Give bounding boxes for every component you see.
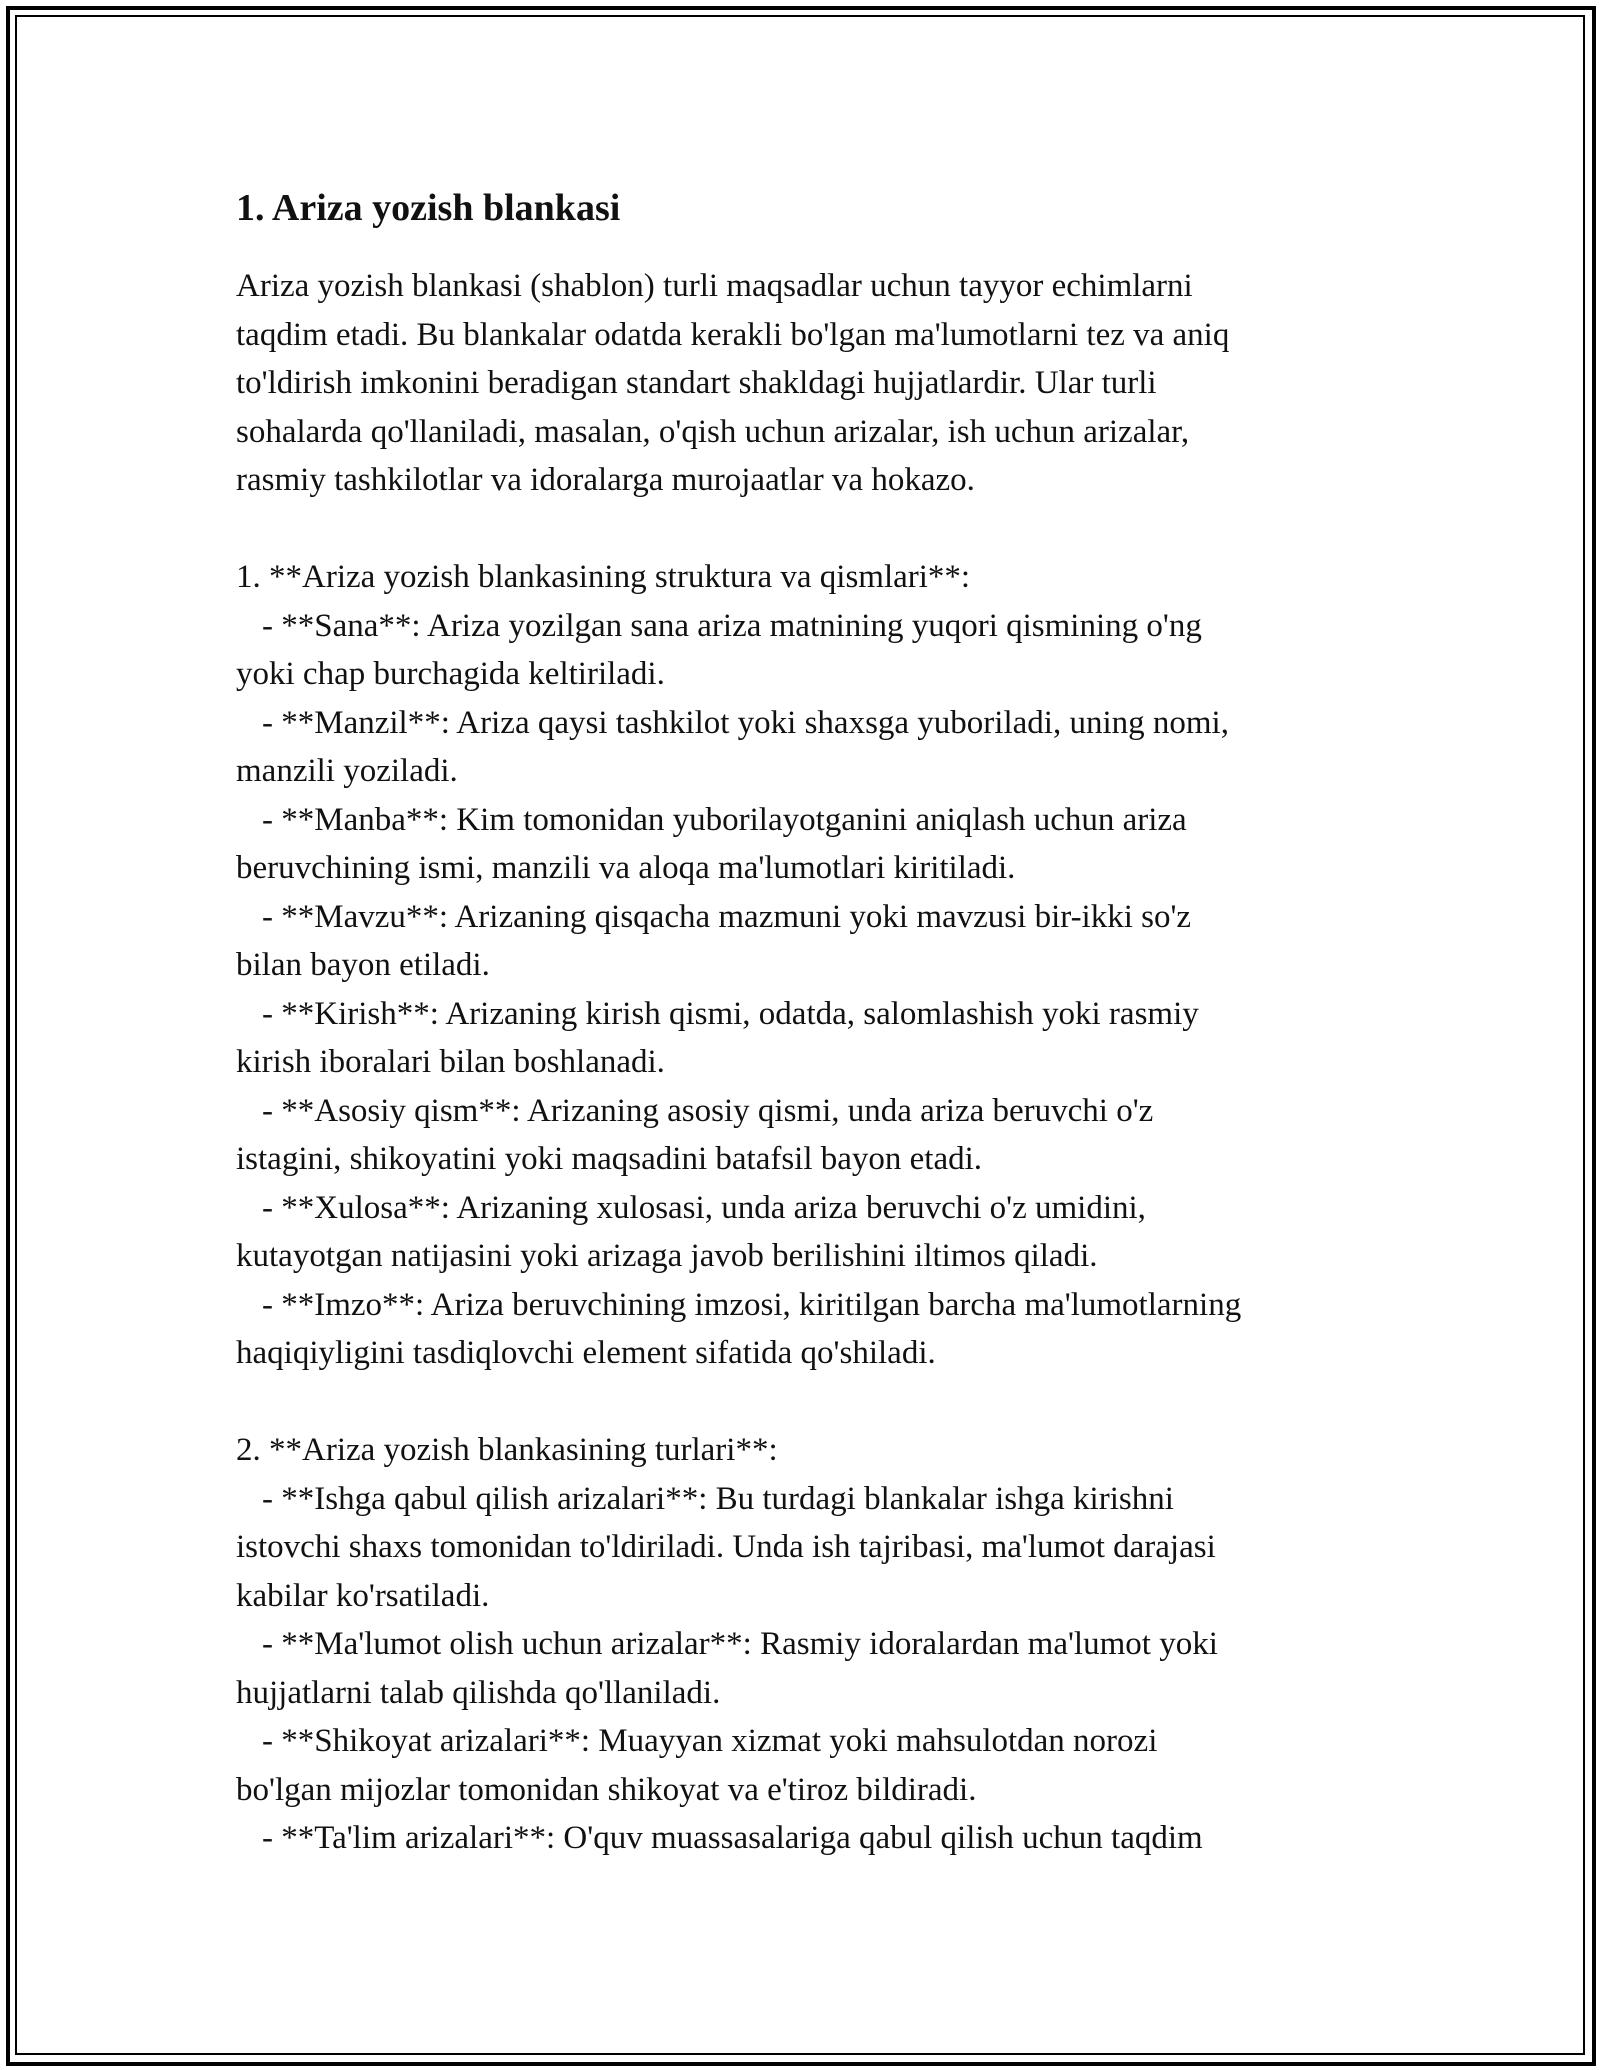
list-item-line: - **Sana**: Ariza yozilgan sana ariza matnining yuqori qismining o'ng: [262, 607, 1202, 644]
section-title: 2. **Ariza yozish blankasining turlari**:: [236, 1432, 778, 1468]
list-item-continuation: haqiqiyligini tasdiqlovchi element sifatida qo'shiladi.: [236, 1335, 936, 1371]
list-item-continuation: manzili yoziladi.: [236, 753, 458, 789]
document-body: [236, 186, 1366, 1863]
list-item-line: - **Mavzu**: Arizaning qisqacha mazmuni yoki mavzusi bir-ikki so'z: [262, 898, 1192, 935]
list-item-line: - **Kirish**: Arizaning kirish qismi, odatda, salomlashish yoki rasmiy: [262, 995, 1199, 1032]
list-item-line: - **Ishga qabul qilish arizalari**: Bu turdagi blankalar ishga kirishni: [262, 1480, 1174, 1517]
list-item-continuation: hujjatlarni talab qilishda qo'llaniladi.: [236, 1674, 721, 1711]
intro-line: rasmiy tashkilotlar va idoralarga murojaatlar va hokazo.: [236, 462, 975, 498]
list-item-continuation: istagini, shikoyatini yoki maqsadini batafsil bayon etadi.: [236, 1141, 983, 1177]
section-types: [236, 1426, 1366, 1863]
list-item-continuation: kirish iboralari bilan boshlanadi.: [236, 1044, 665, 1080]
document-heading: 1. Ariza yozish blankasi: [236, 187, 621, 229]
list-item-continuation: istovchi shaxs tomonidan to'ldiriladi. Unda ish tajribasi, ma'lumot darajasi: [236, 1529, 1216, 1565]
intro-line: sohalarda qo'llaniladi, masalan, o'qish uchun arizalar, ish uchun arizalar,: [236, 413, 1190, 450]
list-item-continuation: yoki chap burchagida keltiriladi.: [236, 656, 665, 692]
intro-line: to'ldirish imkonini beradigan standart shakldagi hujjatlardir. Ular turli: [236, 365, 1157, 401]
list-item-line: - **Xulosa**: Arizaning xulosasi, unda ariza beruvchi o'z umidini,: [262, 1189, 1146, 1226]
list-item-continuation: kabilar ko'rsatiladi.: [236, 1577, 490, 1614]
list-item-line: - **Asosiy qism**: Arizaning asosiy qismi, unda ariza beruvchi o'z: [262, 1092, 1154, 1129]
section-title: 1. **Ariza yozish blankasining struktura va qismlari**:: [236, 559, 971, 595]
intro-line: taqdim etadi. Bu blankalar odatda kerakli bo'lgan ma'lumotlarni tez va aniq: [236, 316, 1230, 353]
list-item-line: - **Ma'lumot olish uchun arizalar**: Rasmiy idoralardan ma'lumot yoki: [262, 1626, 1218, 1662]
list-item-continuation: beruvchining ismi, manzili va aloqa ma'lumotlari kiritiladi.: [236, 850, 1016, 886]
list-item-line: - **Manzil**: Ariza qaysi tashkilot yoki shaxsga yuboriladi, uning nomi,: [262, 704, 1229, 741]
paragraph-gap: [236, 505, 1366, 554]
list-item-line: - **Shikoyat arizalari**: Muayyan xizmat yoki mahsulotdan norozi: [262, 1723, 1158, 1759]
section-structure: [236, 553, 1366, 1378]
list-item-line: - **Ta'lim arizalari**: O'quv muassasalariga qabul qilish uchun taqdim: [262, 1820, 1203, 1856]
list-item-line: - **Imzo**: Ariza beruvchining imzosi, kiritilgan barcha ma'lumotlarning: [262, 1286, 1242, 1323]
intro-line: Ariza yozish blankasi (shablon) turli maqsadlar uchun tayyor echimlarni: [236, 268, 1193, 304]
list-item-continuation: bilan bayon etiladi.: [236, 947, 490, 983]
list-item-continuation: kutayotgan natijasini yoki arizaga javob berilishini iltimos qiladi.: [236, 1238, 1098, 1274]
paragraph-gap: [236, 1378, 1366, 1427]
list-item-continuation: bo'lgan mijozlar tomonidan shikoyat va e'tiroz bildiradi.: [236, 1771, 977, 1808]
intro-paragraph: [236, 262, 1366, 505]
list-item-line: - **Manba**: Kim tomonidan yuborilayotganini aniqlash uchun ariza: [262, 801, 1187, 838]
